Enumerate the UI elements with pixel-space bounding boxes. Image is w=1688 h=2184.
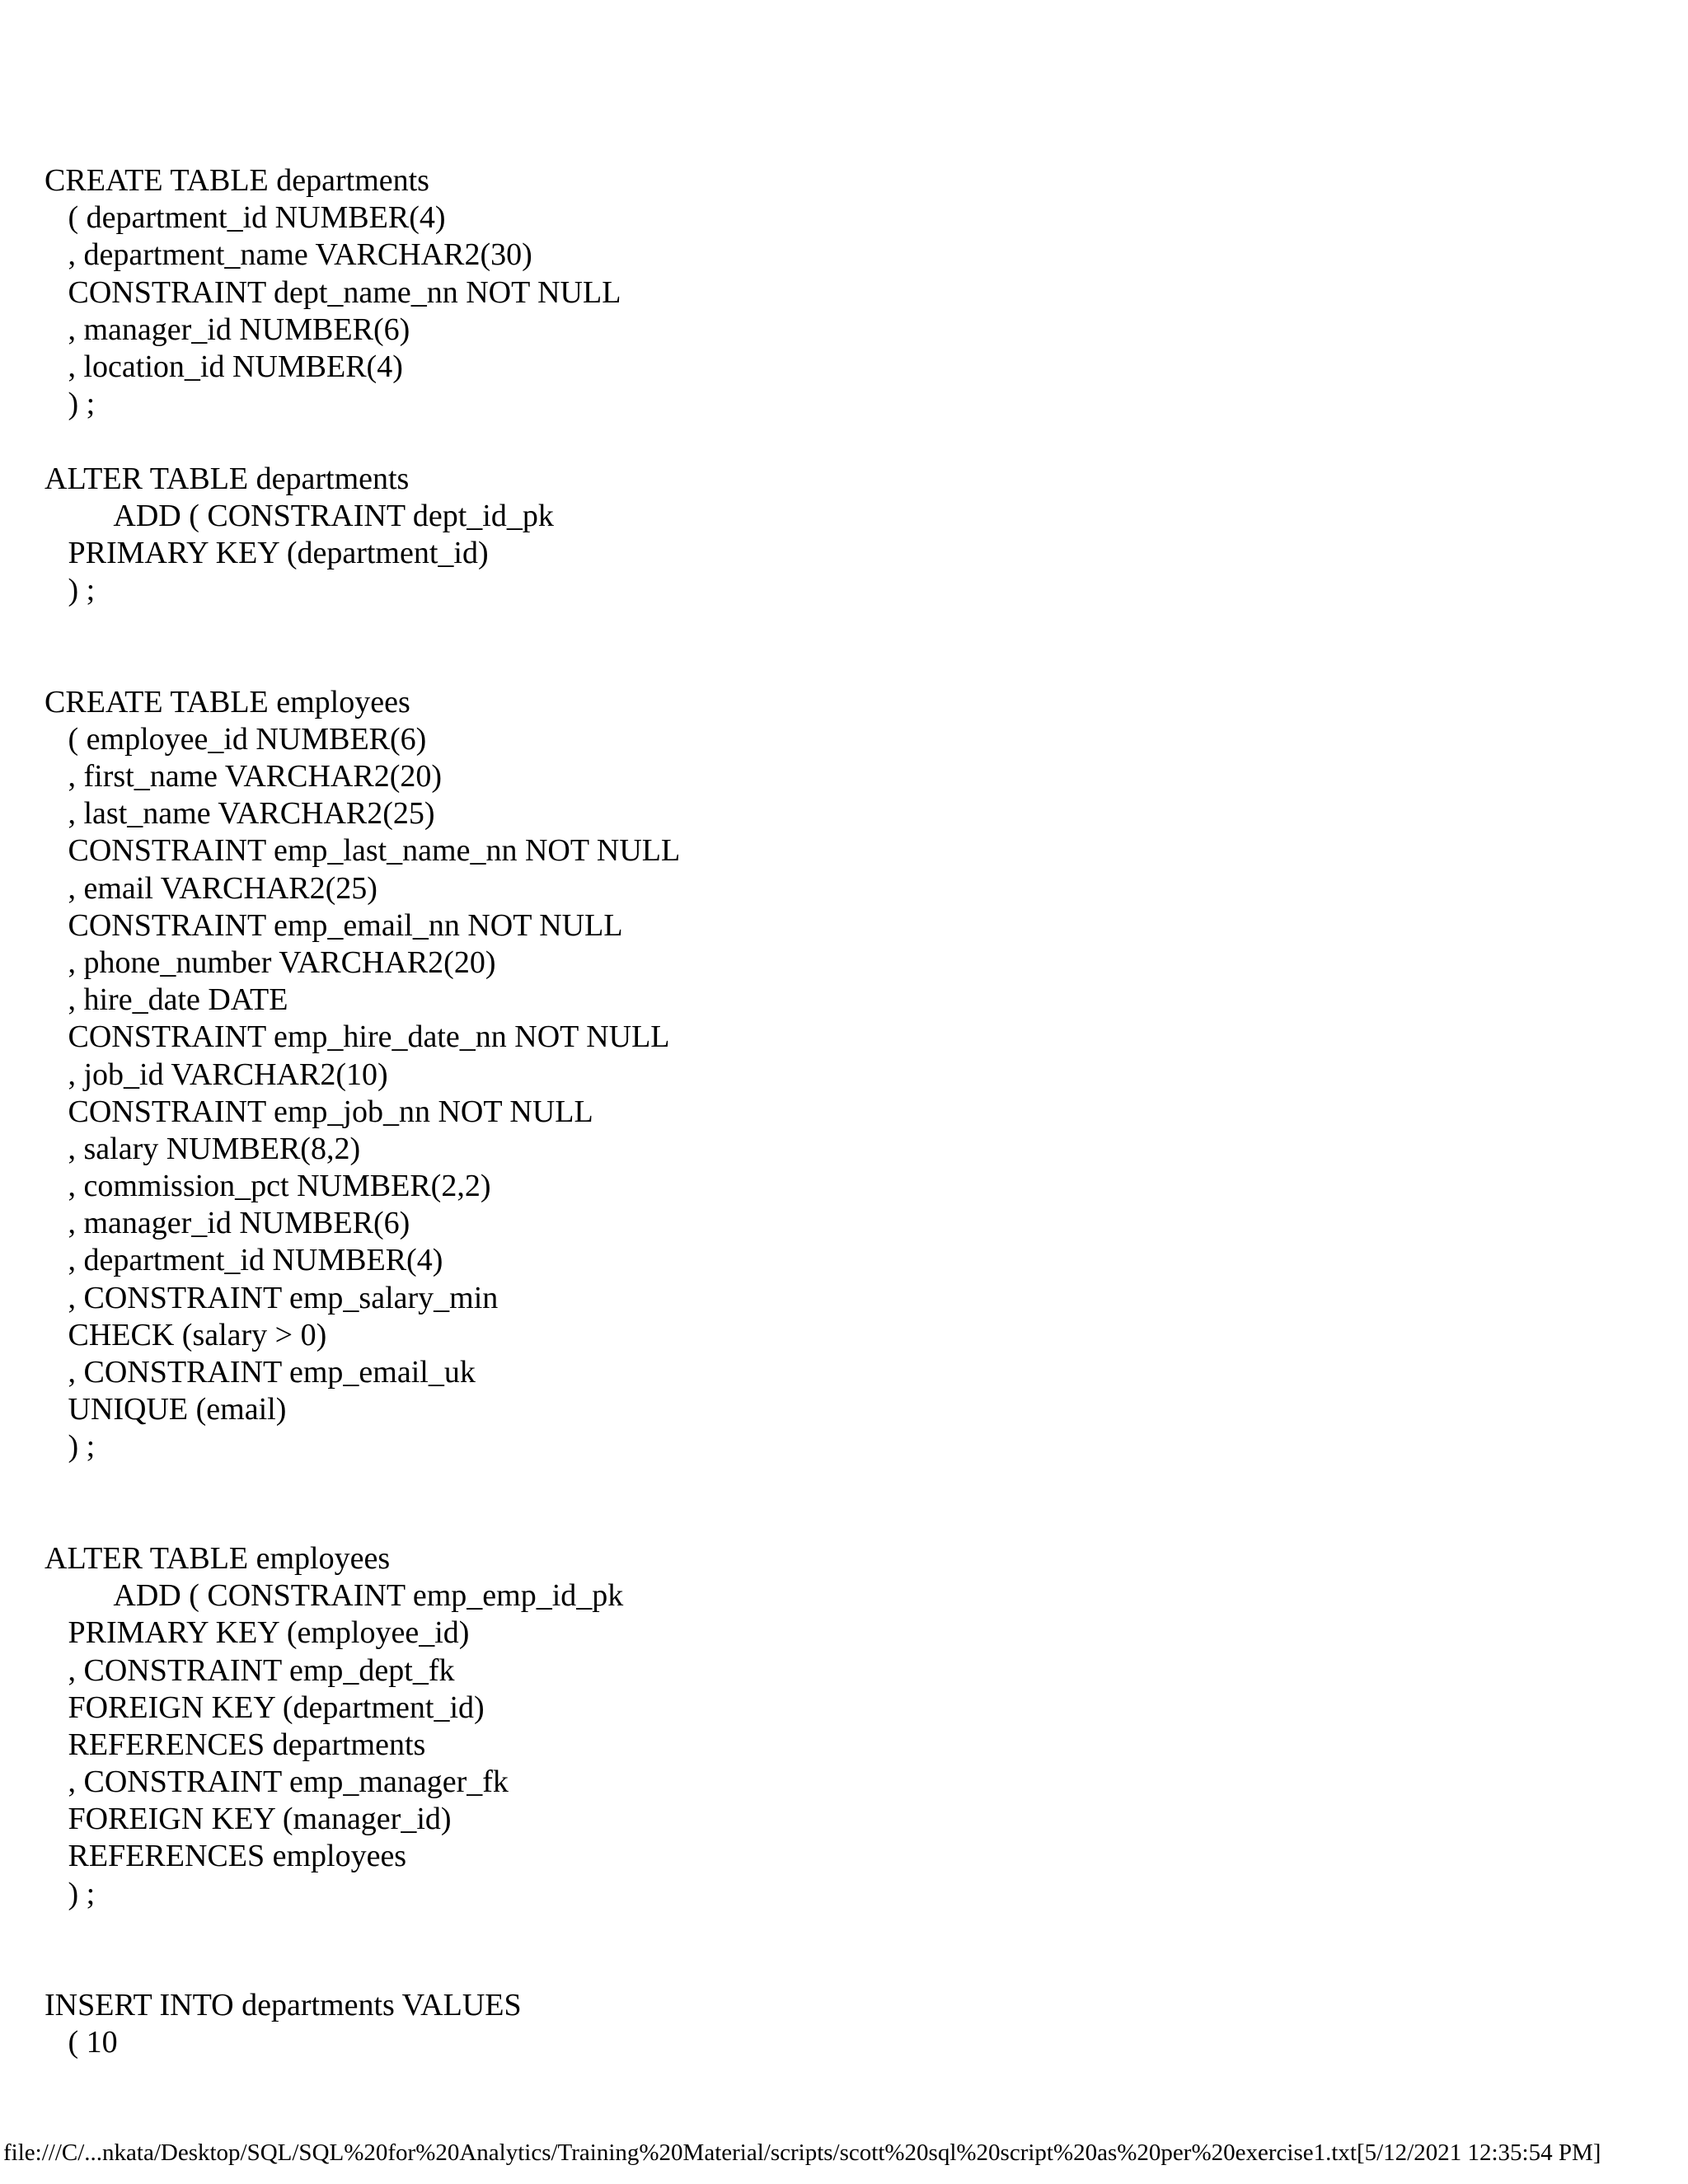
code-line: ADD ( CONSTRAINT dept_id_pk (45, 498, 554, 533)
blank-line (45, 1503, 1611, 1540)
code-line: , phone_number VARCHAR2(20) (45, 944, 496, 980)
blank-line (45, 609, 1611, 646)
code-line: CREATE TABLE departments (45, 163, 429, 198)
code-line: , CONSTRAINT emp_manager_fk (45, 1765, 509, 1800)
code-line: UNIQUE (email) (45, 1392, 287, 1427)
code-line: , manager_id NUMBER(6) (45, 312, 410, 347)
code-line: , job_id VARCHAR2(10) (45, 1057, 388, 1092)
code-line: , manager_id NUMBER(6) (45, 1206, 410, 1241)
code-line: REFERENCES employees (45, 1839, 407, 1874)
code-line: INSERT INTO departments VALUES (45, 1988, 522, 2023)
code-line: PRIMARY KEY (employee_id) (45, 1615, 470, 1651)
code-line: , CONSTRAINT emp_dept_fk (45, 1652, 455, 1688)
code-line: CONSTRAINT emp_last_name_nn NOT NULL (45, 833, 681, 869)
code-line: CREATE TABLE employees (45, 684, 410, 719)
code-line: ( department_id NUMBER(4) (45, 200, 446, 236)
code-line: , hire_date DATE (45, 982, 288, 1018)
blank-line (45, 1913, 1611, 1950)
code-line: CONSTRAINT emp_job_nn NOT NULL (45, 1094, 593, 1129)
code-line: , commission_pct NUMBER(2,2) (45, 1169, 491, 1204)
blank-line (45, 1466, 1611, 1503)
code-line: CONSTRAINT emp_email_nn NOT NULL (45, 907, 623, 943)
code-line: FOREIGN KEY (manager_id) (45, 1802, 452, 1837)
code-line: , CONSTRAINT emp_salary_min (45, 1280, 499, 1315)
code-line: ) ; (45, 387, 96, 422)
blank-line (45, 1950, 1611, 1987)
code-line: ) ; (45, 1876, 96, 1911)
code-line: ADD ( CONSTRAINT emp_emp_id_pk (45, 1578, 624, 1614)
code-line: PRIMARY KEY (department_id) (45, 535, 489, 570)
sql-script-text (45, 162, 1611, 2062)
code-line: ) ; (45, 1429, 96, 1465)
code-line: ( employee_id NUMBER(6) (45, 721, 427, 757)
code-line: CHECK (salary > 0) (45, 1317, 327, 1352)
code-line: , last_name VARCHAR2(25) (45, 796, 435, 832)
blank-line (45, 423, 1611, 460)
code-line: , salary NUMBER(8,2) (45, 1131, 361, 1166)
code-line: REFERENCES departments (45, 1727, 426, 1762)
code-line: , location_id NUMBER(4) (45, 349, 403, 384)
code-line: , first_name VARCHAR2(20) (45, 759, 443, 794)
code-line: ) ; (45, 573, 96, 608)
code-line: ALTER TABLE employees (45, 1540, 391, 1576)
blank-line (45, 646, 1611, 683)
code-line: FOREIGN KEY (department_id) (45, 1690, 485, 1725)
code-line: , department_id NUMBER(4) (45, 1243, 443, 1278)
code-line: , CONSTRAINT emp_email_uk (45, 1355, 476, 1390)
code-line: ( 10 (45, 2025, 118, 2060)
code-line: CONSTRAINT emp_hire_date_nn NOT NULL (45, 1019, 670, 1055)
code-line: , department_name VARCHAR2(30) (45, 237, 532, 273)
code-line: CONSTRAINT dept_name_nn NOT NULL (45, 274, 621, 310)
code-line: , email VARCHAR2(25) (45, 870, 377, 906)
code-line: ALTER TABLE departments (45, 461, 410, 496)
page-footer-file-path: file:///C/...nkata/Desktop/SQL/SQL%20for%20Analytics/Training%20Material/scripts/scott%20sql%20script%20as%20per%20exercise1.txt[5/12/2021 12:35:54 PM] (3, 2139, 1601, 2166)
